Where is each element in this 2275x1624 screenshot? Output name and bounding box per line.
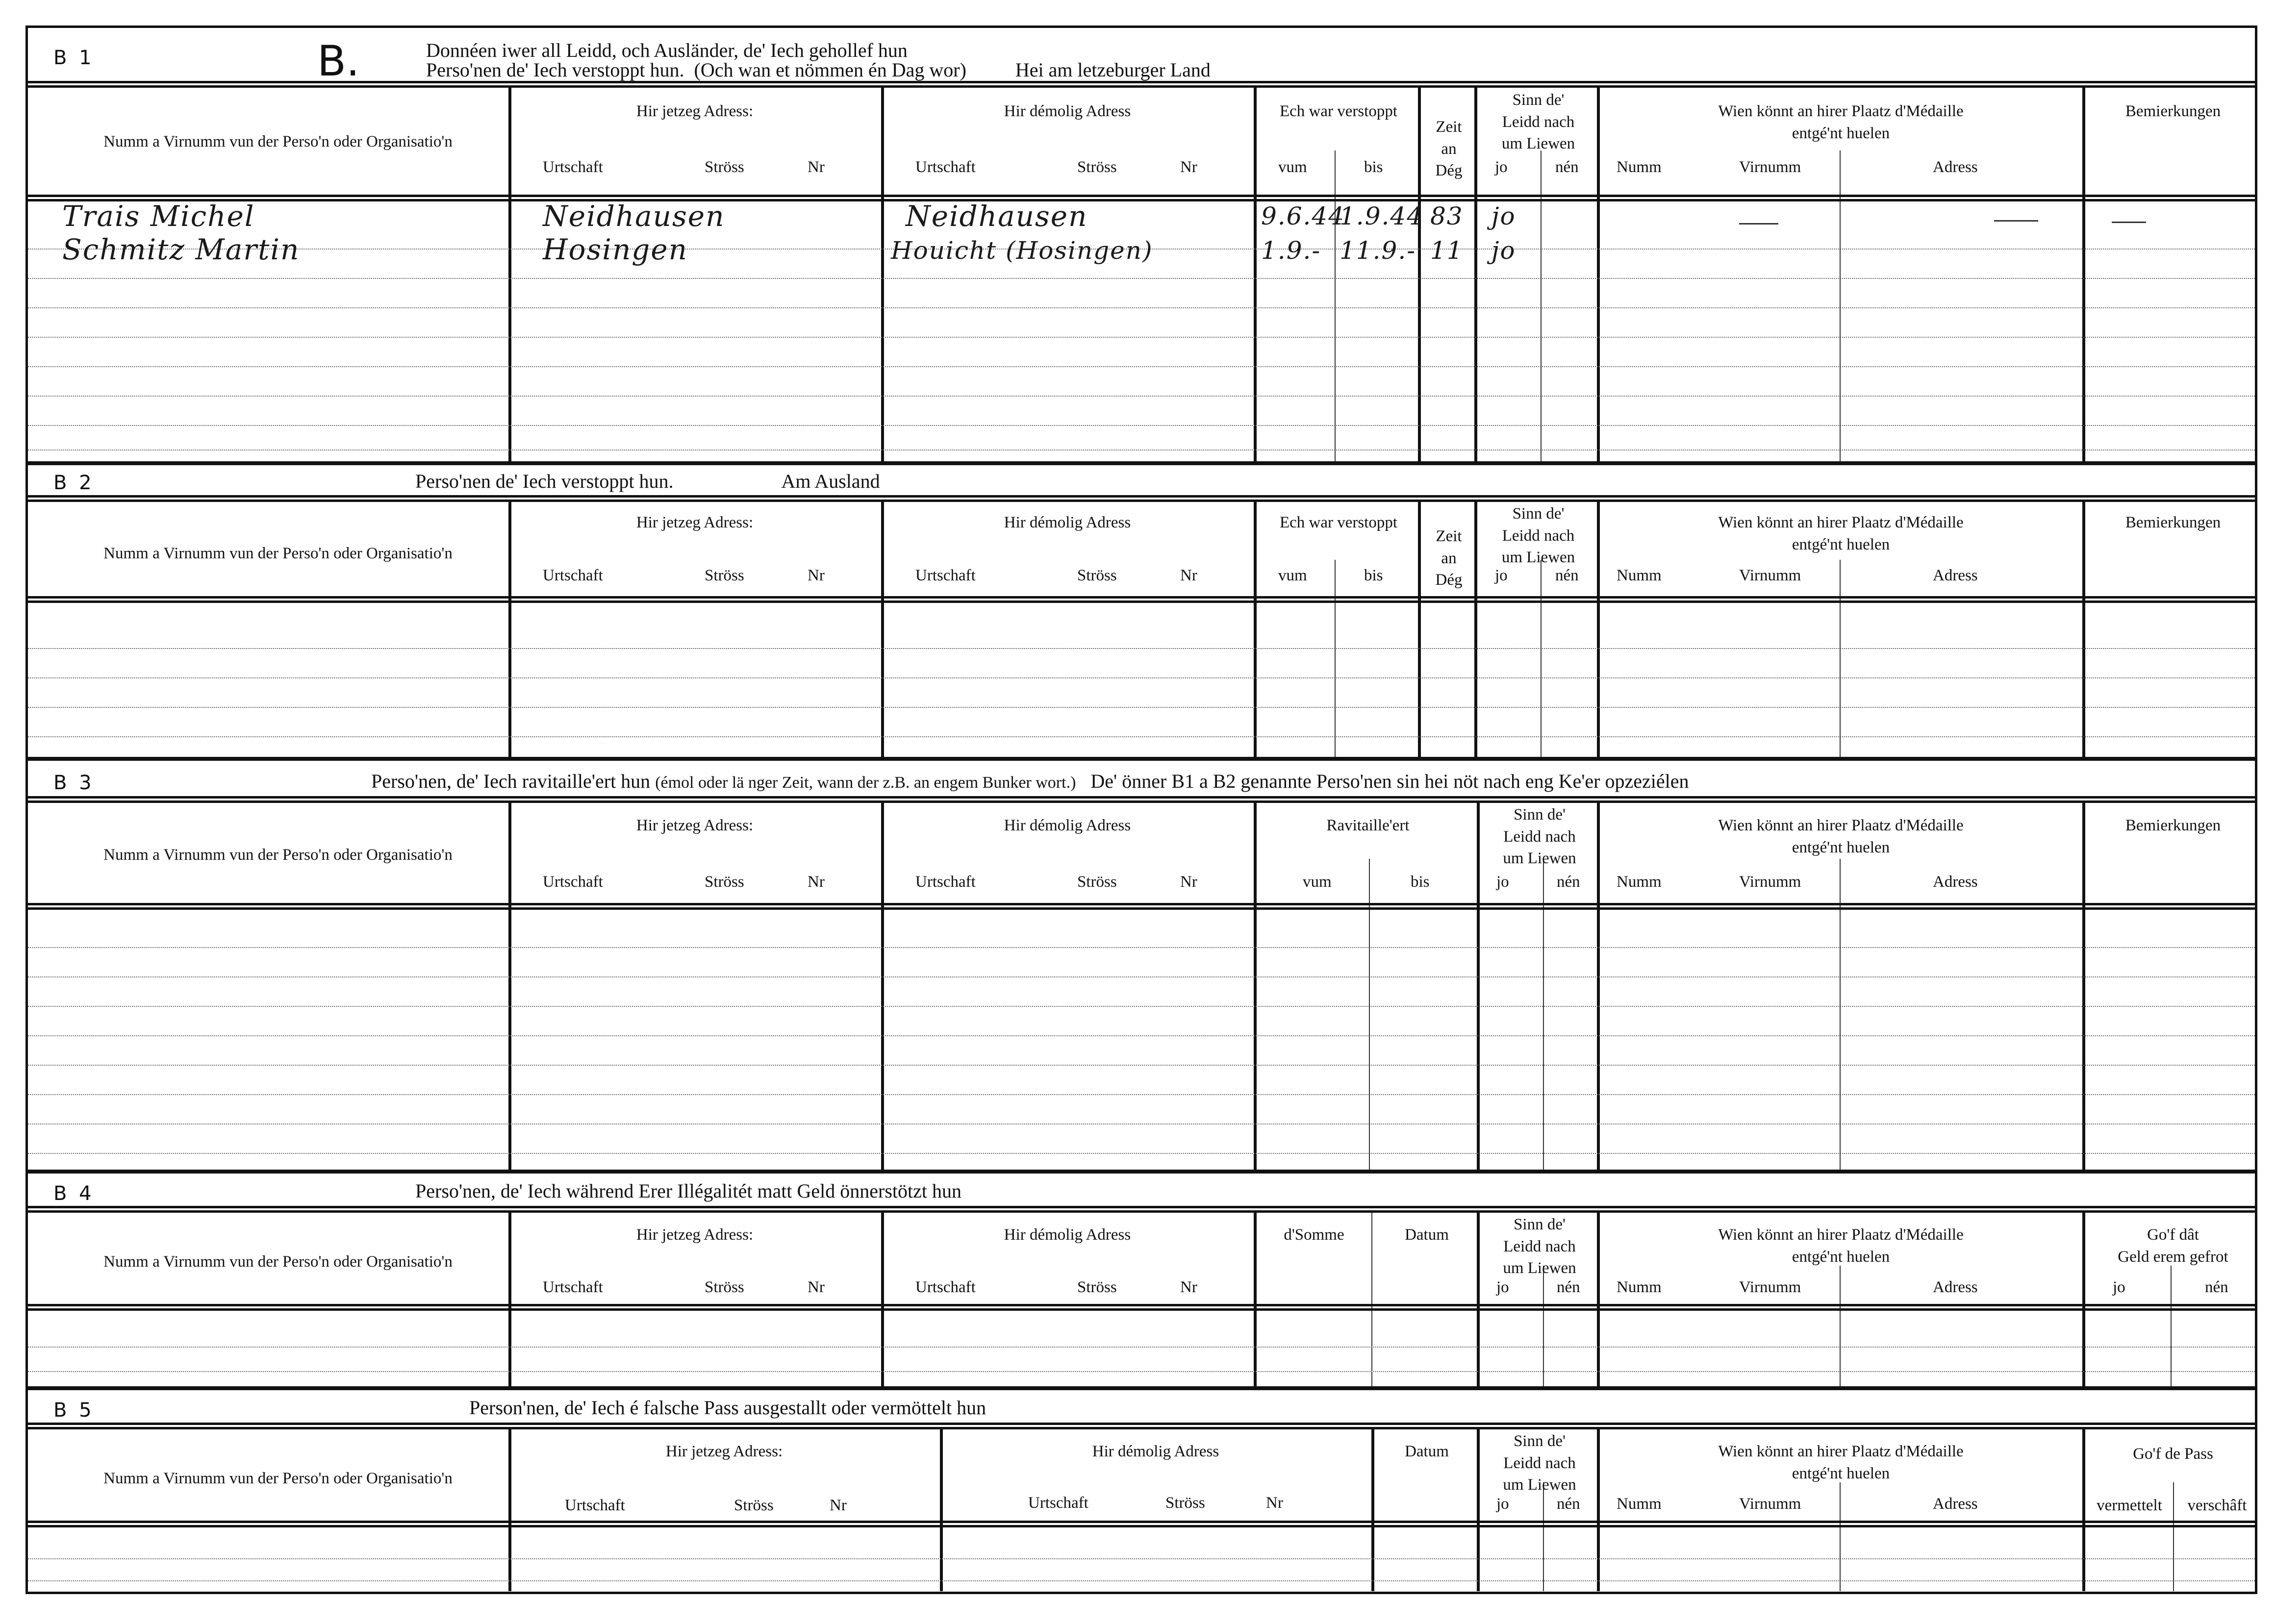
row-line bbox=[28, 1006, 2255, 1007]
col-header-from: vum bbox=[1303, 873, 1332, 891]
title-part: Perso'nen de' Iech verstoppt hun. bbox=[426, 59, 684, 81]
title-part: Hei am letzeburger Land bbox=[1015, 59, 1211, 81]
header-line: entgé'nt huelen bbox=[1792, 838, 1890, 856]
header-line: an bbox=[1441, 140, 1457, 158]
col-header-hidden: Ech war verstoppt bbox=[1279, 514, 1398, 531]
col-header-street: Ströss bbox=[705, 873, 744, 891]
col-header-medal bbox=[1602, 815, 2080, 858]
col-header-nr: Nr bbox=[1180, 158, 1197, 176]
col-header-former-address: Hir démolig Adress bbox=[1004, 514, 1131, 531]
col-header-nr: Nr bbox=[808, 873, 825, 891]
col-header-nr: Nr bbox=[1266, 1494, 1283, 1512]
col-header-street: Ströss bbox=[1077, 158, 1117, 176]
divider bbox=[28, 1206, 2255, 1213]
col-header-street: Ströss bbox=[705, 158, 744, 176]
row-line bbox=[28, 366, 2255, 367]
col-header-street: Ströss bbox=[1165, 1494, 1205, 1512]
col-header-medal-address: Adress bbox=[1933, 1278, 1978, 1296]
col-header-town: Urtschaft bbox=[915, 158, 976, 176]
col-header-former-address: Hir démolig Adress bbox=[1092, 1443, 1219, 1460]
col-header-remarks: Bemierkungen bbox=[2125, 514, 2221, 531]
col-header-name: Numm a Virnumm vun der Perso'n oder Organisatio'n bbox=[103, 1470, 453, 1487]
section-b2 bbox=[28, 467, 2255, 771]
col-header-days bbox=[1422, 525, 1476, 591]
title-part: Perso'nen de' Iech verstoppt hun. bbox=[415, 470, 674, 492]
col-divider bbox=[2082, 803, 2085, 1170]
col-header-pass-mediated: vermettelt bbox=[2097, 1497, 2162, 1514]
divider bbox=[28, 1423, 2255, 1429]
header-line: entgé'nt huelen bbox=[1792, 1248, 1890, 1266]
title-part: Perso'nen, de' Iech ravitaille'ert hun bbox=[371, 770, 651, 792]
divider bbox=[28, 195, 2255, 201]
col-header-name: Numm a Virnumm vun der Perso'n oder Organisatio'n bbox=[103, 1253, 453, 1271]
row-line bbox=[28, 976, 2255, 977]
section-b1 bbox=[28, 28, 2255, 469]
col-divider bbox=[1477, 803, 1480, 1170]
col-header-medal-firstname: Virnumm bbox=[1739, 158, 1801, 176]
col-divider bbox=[508, 88, 511, 461]
col-header-medal-address: Adress bbox=[1933, 873, 1978, 891]
col-header-no: nén bbox=[1557, 873, 1580, 891]
col-header-current-address: Hir jetzeg Adress: bbox=[636, 1226, 754, 1244]
col-header-name: Numm a Virnumm vun der Perso'n oder Organisatio'n bbox=[103, 846, 453, 864]
title-part: De' önner B1 a B2 genannte Perso'nen sin hei nöt nach eng Ke'er opzeziélen bbox=[1090, 770, 1689, 792]
section-title-line-2 bbox=[426, 58, 1211, 81]
header-line: Sinn de' bbox=[1514, 1432, 1566, 1450]
header-line: Leidd nach bbox=[1503, 1237, 1576, 1255]
col-divider bbox=[1840, 560, 1841, 757]
section-b3 bbox=[28, 761, 2255, 1182]
col-divider bbox=[1371, 1429, 1374, 1591]
col-header-danger bbox=[1481, 804, 1598, 870]
divider bbox=[28, 81, 2255, 88]
divider bbox=[28, 1521, 2255, 1527]
col-header-medal bbox=[1602, 1441, 2080, 1484]
col-divider bbox=[2082, 88, 2085, 461]
entry-days: 11 bbox=[1430, 236, 1464, 265]
row-line bbox=[28, 648, 2255, 649]
dash-mark bbox=[1994, 220, 2038, 222]
col-header-pass-made: verschâft bbox=[2187, 1497, 2247, 1514]
row-line bbox=[28, 396, 2255, 397]
col-header-current-address: Hir jetzeg Adress: bbox=[636, 817, 754, 834]
col-header-nr: Nr bbox=[1180, 1278, 1197, 1296]
entry-danger-yes: jo bbox=[1491, 202, 1516, 230]
col-header-town: Urtschaft bbox=[915, 873, 976, 891]
header-line: Geld erem gefrot bbox=[2118, 1248, 2228, 1266]
col-divider bbox=[881, 803, 884, 1170]
section-title: Perso'nen, de' Iech während Erer Illégalitét matt Geld önnerstötzt hun bbox=[415, 1180, 962, 1202]
section-end-rule bbox=[28, 757, 2255, 761]
col-header-name: Numm a Virnumm vun der Perso'n oder Organisatio'n bbox=[103, 133, 453, 150]
col-header-medal-name: Numm bbox=[1617, 1495, 1662, 1513]
entry-former-town: Neidhausen bbox=[906, 200, 1088, 233]
entry-danger-yes: jo bbox=[1491, 236, 1516, 265]
col-header-town: Urtschaft bbox=[915, 567, 976, 584]
header-line: Go'f dât bbox=[2147, 1226, 2199, 1244]
col-header-town: Urtschaft bbox=[565, 1497, 625, 1514]
col-header-medal-firstname: Virnumm bbox=[1739, 1495, 1801, 1513]
col-header-town: Urtschaft bbox=[543, 158, 603, 176]
section-code: B 5 bbox=[53, 1399, 95, 1422]
section-title bbox=[371, 770, 1689, 793]
header-line: Sinn de' bbox=[1514, 1216, 1566, 1233]
col-divider bbox=[1543, 1266, 1544, 1386]
col-header-supplied: Ravitaille'ert bbox=[1326, 817, 1410, 834]
row-line bbox=[28, 1035, 2255, 1036]
entry-hidden-to: 11.9.- bbox=[1340, 236, 1416, 265]
header-line: Sinn de' bbox=[1512, 505, 1565, 523]
col-header-yes: jo bbox=[1495, 567, 1508, 584]
col-header-days bbox=[1422, 116, 1476, 182]
col-header-nr: Nr bbox=[808, 1278, 825, 1296]
form-letter: B. bbox=[317, 37, 360, 86]
col-header-danger bbox=[1478, 89, 1598, 155]
entry-hidden-from: 9.6.44 bbox=[1261, 202, 1345, 230]
dash-mark bbox=[2112, 222, 2146, 223]
col-divider bbox=[2171, 1266, 2172, 1386]
col-divider bbox=[1254, 88, 1257, 461]
col-header-current-address: Hir jetzeg Adress: bbox=[636, 102, 754, 120]
title-part: (émol oder lä nger Zeit, wann der z.B. an engem Bunker wort.) bbox=[655, 774, 1076, 792]
col-header-medal-firstname: Virnumm bbox=[1739, 1278, 1801, 1296]
header-line: entgé'nt huelen bbox=[1792, 124, 1890, 142]
col-divider bbox=[1543, 1482, 1544, 1591]
col-divider bbox=[1840, 1482, 1841, 1591]
entry-name: Trais Michel bbox=[62, 200, 255, 233]
divider bbox=[28, 596, 2255, 603]
col-divider bbox=[508, 1429, 511, 1591]
header-line: Zeit bbox=[1436, 527, 1462, 545]
col-divider bbox=[1254, 1213, 1257, 1386]
col-divider bbox=[1418, 502, 1421, 757]
entry-days: 83 bbox=[1430, 202, 1464, 230]
col-header-town: Urtschaft bbox=[1028, 1494, 1088, 1512]
section-code: B 4 bbox=[53, 1182, 95, 1205]
header-line: Wien könnt an hirer Plaatz d'Médaille bbox=[1718, 102, 1964, 120]
col-header-from: vum bbox=[1278, 158, 1307, 176]
col-divider bbox=[2082, 1213, 2085, 1386]
entry-hidden-from: 1.9.- bbox=[1261, 236, 1321, 265]
col-header-medal-address: Adress bbox=[1933, 1495, 1978, 1513]
title-part: Am Ausland bbox=[781, 470, 880, 492]
form-frame bbox=[25, 25, 2257, 1594]
entry-name: Schmitz Martin bbox=[62, 233, 300, 266]
col-header-current-address: Hir jetzeg Adress: bbox=[665, 1443, 783, 1460]
header-line: um Liewen bbox=[1503, 849, 1576, 868]
row-line bbox=[28, 1347, 2255, 1348]
col-header-hidden: Ech war verstoppt bbox=[1279, 102, 1398, 120]
col-header-to: bis bbox=[1364, 158, 1383, 176]
header-line: Zeit bbox=[1436, 118, 1462, 136]
section-b5 bbox=[28, 1389, 2255, 1597]
col-header-nr: Nr bbox=[1180, 873, 1197, 891]
header-line: Leidd nach bbox=[1502, 526, 1575, 545]
col-header-street: Ströss bbox=[1077, 567, 1117, 584]
col-header-to: bis bbox=[1364, 567, 1383, 584]
col-header-remarks: Bemierkungen bbox=[2125, 102, 2221, 120]
col-header-from: vum bbox=[1278, 567, 1307, 584]
col-divider bbox=[1335, 560, 1336, 757]
row-line bbox=[28, 1558, 2255, 1559]
row-line bbox=[28, 947, 2255, 948]
col-header-remarks: Bemierkungen bbox=[2125, 817, 2221, 834]
col-header-street: Ströss bbox=[1077, 1278, 1117, 1296]
divider bbox=[28, 796, 2255, 803]
header-line: um Liewen bbox=[1503, 1259, 1576, 1277]
header-line: entgé'nt huelen bbox=[1792, 1464, 1890, 1482]
dash-mark bbox=[1739, 223, 1778, 225]
col-header-medal-firstname: Virnumm bbox=[1739, 873, 1801, 891]
row-line bbox=[28, 425, 2255, 426]
header-line: um Liewen bbox=[1501, 549, 1575, 567]
col-header-nr: Nr bbox=[830, 1497, 847, 1514]
col-divider bbox=[881, 502, 884, 757]
col-divider bbox=[1541, 560, 1542, 757]
section-end-rule bbox=[28, 461, 2255, 465]
col-header-yes: jo bbox=[2113, 1278, 2125, 1296]
col-header-nr: Nr bbox=[808, 158, 825, 176]
col-header-medal-address: Adress bbox=[1933, 158, 1978, 176]
col-header-town: Urtschaft bbox=[915, 1278, 976, 1296]
col-divider bbox=[1254, 803, 1257, 1170]
entry-former-town: Houicht (Hosingen) bbox=[891, 236, 1153, 265]
header-line: Wien könnt an hirer Plaatz d'Médaille bbox=[1718, 817, 1964, 834]
header-line: Leidd nach bbox=[1502, 113, 1575, 131]
divider bbox=[28, 903, 2255, 910]
entry-current-town: Hosingen bbox=[543, 233, 688, 266]
col-header-yes: jo bbox=[1495, 158, 1508, 176]
col-divider bbox=[508, 803, 511, 1170]
header-line: um Liewen bbox=[1501, 135, 1575, 153]
col-header-danger bbox=[1478, 503, 1598, 569]
col-divider bbox=[881, 88, 884, 461]
col-divider bbox=[1840, 1266, 1841, 1386]
col-header-medal-name: Numm bbox=[1617, 873, 1662, 891]
col-divider bbox=[2082, 502, 2085, 757]
row-line bbox=[28, 707, 2255, 708]
section-code: B 3 bbox=[53, 772, 95, 794]
col-header-pass-given: Go'f de Pass bbox=[2133, 1445, 2213, 1463]
header-line: Dég bbox=[1435, 571, 1463, 589]
col-header-date: Datum bbox=[1405, 1226, 1449, 1244]
header-line: Wien könnt an hirer Plaatz d'Médaille bbox=[1718, 1443, 1964, 1460]
row-line bbox=[28, 307, 2255, 308]
row-line bbox=[28, 1094, 2255, 1095]
col-divider bbox=[1418, 88, 1421, 461]
header-line: entgé'nt huelen bbox=[1792, 535, 1890, 553]
section-code: B 2 bbox=[53, 472, 95, 494]
header-line: Sinn de' bbox=[1512, 91, 1565, 109]
col-header-no: nén bbox=[1555, 567, 1579, 584]
row-line bbox=[28, 1371, 2255, 1372]
col-header-town: Urtschaft bbox=[543, 567, 603, 584]
entry-hidden-to: 1.9.44 bbox=[1340, 202, 1424, 230]
col-divider bbox=[508, 1213, 511, 1386]
col-divider bbox=[1254, 502, 1257, 757]
col-header-street: Ströss bbox=[734, 1497, 774, 1514]
col-header-medal-name: Numm bbox=[1617, 158, 1662, 176]
col-header-medal-name: Numm bbox=[1617, 567, 1662, 584]
header-line: Wien könnt an hirer Plaatz d'Médaille bbox=[1718, 1226, 1964, 1244]
row-line bbox=[28, 1065, 2255, 1066]
col-header-medal bbox=[1602, 512, 2080, 555]
col-header-yes: jo bbox=[1496, 1278, 1509, 1296]
divider bbox=[28, 1304, 2255, 1311]
col-header-danger bbox=[1481, 1214, 1598, 1279]
col-header-money-returned bbox=[2087, 1224, 2259, 1268]
col-header-no: nén bbox=[1557, 1278, 1580, 1296]
section-title-line-1: Donnéen iwer all Leidd, och Ausländer, de' Iech gehollef hun bbox=[426, 39, 908, 61]
row-line bbox=[28, 736, 2255, 737]
row-line bbox=[28, 278, 2255, 279]
header-line: Leidd nach bbox=[1503, 1454, 1576, 1472]
col-divider bbox=[940, 1429, 943, 1591]
col-header-former-address: Hir démolig Adress bbox=[1004, 1226, 1131, 1244]
col-header-name: Numm a Virnumm vun der Perso'n oder Organisatio'n bbox=[103, 545, 453, 562]
col-header-current-address: Hir jetzeg Adress: bbox=[636, 514, 754, 531]
col-header-former-address: Hir démolig Adress bbox=[1004, 102, 1131, 120]
col-header-town: Urtschaft bbox=[543, 873, 603, 891]
entry-current-town: Neidhausen bbox=[543, 200, 725, 233]
section-b4 bbox=[28, 1173, 2255, 1398]
col-header-medal bbox=[1602, 100, 2080, 144]
row-line bbox=[28, 677, 2255, 678]
col-header-yes: jo bbox=[1496, 873, 1509, 891]
section-code: B 1 bbox=[53, 47, 95, 69]
col-header-medal-address: Adress bbox=[1933, 567, 1978, 584]
col-header-street: Ströss bbox=[1077, 873, 1117, 891]
header-line: Wien könnt an hirer Plaatz d'Médaille bbox=[1718, 514, 1964, 531]
col-header-no: nén bbox=[2205, 1278, 2228, 1296]
col-header-medal bbox=[1602, 1224, 2080, 1268]
header-line: um Liewen bbox=[1503, 1476, 1576, 1494]
col-header-street: Ströss bbox=[705, 567, 744, 584]
col-header-former-address: Hir démolig Adress bbox=[1004, 817, 1131, 834]
row-line bbox=[28, 1580, 2255, 1581]
col-header-yes: jo bbox=[1496, 1495, 1509, 1513]
col-header-medal-name: Numm bbox=[1617, 1278, 1662, 1296]
col-divider bbox=[881, 1213, 884, 1386]
title-part: (Och wan et nömmen én Dag wor) bbox=[694, 59, 966, 81]
col-divider bbox=[508, 502, 511, 757]
section-title bbox=[415, 470, 880, 493]
col-header-date: Datum bbox=[1405, 1443, 1449, 1460]
col-header-sum: d'Somme bbox=[1284, 1226, 1344, 1244]
header-line: Dég bbox=[1435, 162, 1463, 180]
section-title: Person'nen, de' Iech é falsche Pass ausgestallt oder vermöttelt hun bbox=[469, 1397, 986, 1419]
row-line bbox=[28, 1153, 2255, 1154]
header-line: an bbox=[1441, 549, 1457, 567]
col-header-medal-firstname: Virnumm bbox=[1739, 567, 1801, 584]
col-header-town: Urtschaft bbox=[543, 1278, 603, 1296]
divider bbox=[28, 495, 2255, 502]
col-header-nr: Nr bbox=[1180, 567, 1197, 584]
header-line: Leidd nach bbox=[1503, 827, 1576, 846]
header-line: Sinn de' bbox=[1514, 806, 1566, 824]
col-header-to: bis bbox=[1411, 873, 1430, 891]
col-header-nr: Nr bbox=[808, 567, 825, 584]
col-header-street: Ströss bbox=[705, 1278, 744, 1296]
col-header-no: nén bbox=[1555, 158, 1579, 176]
col-header-no: nén bbox=[1557, 1495, 1580, 1513]
col-header-danger bbox=[1481, 1430, 1598, 1496]
row-line bbox=[28, 337, 2255, 338]
col-divider bbox=[1371, 1213, 1372, 1386]
